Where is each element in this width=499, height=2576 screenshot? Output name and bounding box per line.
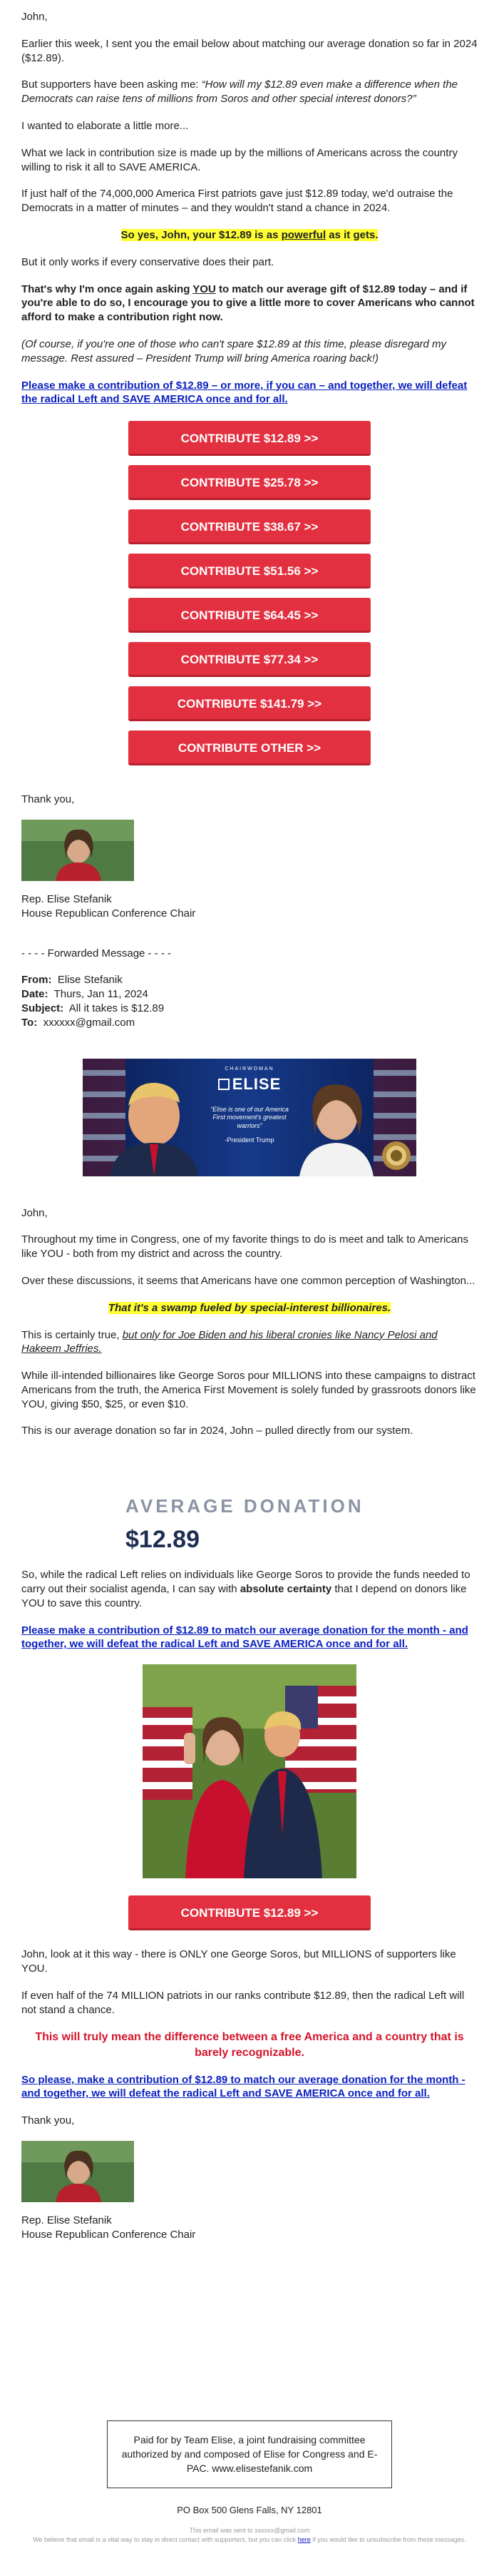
- banner-small-label: CHAIRWOMAN: [225, 1066, 274, 1071]
- signer-name-2: Rep. Elise Stefanik: [21, 2214, 112, 2227]
- ask-text-a: That's why I'm once again asking: [21, 282, 193, 295]
- supporter-quote: “How will my $12.89 even make a difference when the Democrats can raise tens of millions from Soros and other special interest donors?”: [21, 78, 458, 106]
- endorsement-banner: [83, 1059, 416, 1176]
- banner-brand: ELISE: [232, 1074, 282, 1093]
- portrait-image: [21, 820, 134, 881]
- to-value: xxxxxx@gmail.com: [43, 1016, 135, 1029]
- rally-photo: [143, 1664, 356, 1878]
- thank-you-2: Thank you,: [21, 2114, 75, 2127]
- greeting: John,: [21, 11, 48, 23]
- portrait-image-2: [21, 2141, 134, 2202]
- paragraph: While ill-intended billionaires like George Soros pour MILLIONS into these campaigns to distract Americans from the truth, the America First Movement is solely funded by grassroots donors like YOU, giving $50, $25, or even $10.: [21, 1370, 476, 1410]
- average-donation-value: $12.89: [125, 1526, 200, 1554]
- paragraph: Earlier this week, I sent you the email below about matching our average donation so far in 2024 ($12.89).: [21, 37, 478, 64]
- contribute-64-45-button[interactable]: CONTRIBUTE $64.45 >>: [128, 598, 371, 633]
- forwarded-header: [21, 947, 478, 1030]
- paragraph-text-b: that I depend on donors like YOU to save this country.: [21, 1583, 467, 1609]
- paragraph: This is our average donation so far in 2024, John – pulled directly from our system.: [21, 1425, 413, 1437]
- subject-label: Subject:: [21, 1002, 64, 1014]
- sent-to-notice: This email was sent to xxxxxx@gmail.com: [189, 2526, 310, 2534]
- greeting-2: John,: [21, 1206, 48, 1219]
- ask-you: YOU: [192, 282, 216, 295]
- signature-photo: [21, 820, 134, 881]
- paragraph-text-b: but only for Joe Biden and his liberal cronies like Nancy Pelosi and Hakeem Jeffries.: [21, 1328, 438, 1355]
- contribute-12-89-button-2[interactable]: CONTRIBUTE $12.89 >>: [128, 1895, 371, 1930]
- paragraph: Throughout my time in Congress, one of my favorite things to do is meet and talk to Americans like YOU - both from my district and across the country.: [21, 1233, 468, 1261]
- paragraph: But it only works if every conservative does their part.: [21, 255, 274, 268]
- highlight-text-b: powerful: [281, 228, 326, 241]
- paragraph: What we lack in contribution size is made up by the millions of Americans across the country willing to risk it all to SAVE AMERICA.: [21, 146, 458, 173]
- from-label: From:: [21, 974, 52, 987]
- unsubscribe-text-b: if you would like to unsubscribe from these messages.: [310, 2535, 466, 2543]
- paragraph: I wanted to elaborate a little more...: [21, 119, 189, 132]
- banner-e-logo-icon: [218, 1079, 230, 1090]
- contribution-link-2[interactable]: Please make a contribution of $12.89 to match our average donation for the month - and together, we will defeat the radical Left and SAVE AMERICA once and for all.: [21, 1624, 468, 1651]
- highlight-line: [21, 228, 478, 243]
- date-row: [21, 987, 478, 1002]
- subject-value: All it takes is $12.89: [68, 1002, 165, 1014]
- banner-attribution: -President Trump: [225, 1136, 274, 1144]
- signer-name: Rep. Elise Stefanik: [21, 892, 112, 905]
- signature-block: [21, 793, 478, 920]
- date-label: Date:: [21, 988, 48, 1001]
- contribute-38-67-button[interactable]: CONTRIBUTE $38.67 >>: [128, 509, 371, 544]
- alert-paragraph: This will truly mean the difference between a free America and a country that is barely recognizable.: [35, 2031, 464, 2059]
- swamp-highlight: That it's a swamp fueled by special-interest billionaires.: [108, 1301, 391, 1314]
- forward-divider: - - - - Forwarded Message - - - -: [21, 947, 172, 959]
- paragraph-lead: But supporters have been asking me:: [21, 78, 202, 91]
- contribute-25-78-button[interactable]: CONTRIBUTE $25.78 >>: [128, 465, 371, 500]
- average-donation-label: AVERAGE DONATION: [125, 1495, 364, 1517]
- unsubscribe-text-a: We believe that email is a vital way to stay in direct contact with supporters, but you can click: [33, 2535, 298, 2543]
- signature-photo-2: [21, 2141, 134, 2202]
- contribute-other-button[interactable]: CONTRIBUTE OTHER >>: [128, 730, 371, 765]
- contribute-51-56-button[interactable]: CONTRIBUTE $51.56 >>: [128, 554, 371, 589]
- banner-quote: “Elise is one of our America First movement's greatest warriors”: [210, 1105, 289, 1130]
- paragraph: If just half of the 74,000,000 America First patriots gave just $12.89 today, we'd outraise the Democrats in a matter of minutes – and they wouldn't stand a chance in 2024.: [21, 188, 453, 215]
- paragraph: If even half of the 74 MILLION patriots in our ranks contribute $12.89, then the radical Left will not stand a chance.: [21, 1989, 465, 2016]
- contribute-12-89-button[interactable]: CONTRIBUTE $12.89 >>: [128, 421, 371, 456]
- signer-title-2: House Republican Conference Chair: [21, 2228, 196, 2241]
- paid-for-disclaimer: Paid for by Team Elise, a joint fundraising committee authorized by and composed of Elise for Congress and E-PAC. www.elisestefanik.com: [107, 2420, 392, 2488]
- ask-paragraph: [21, 282, 478, 325]
- contribution-link-paragraph-3: [21, 2073, 478, 2102]
- contribution-buttons: [21, 419, 478, 765]
- rally-image: [143, 1664, 356, 1878]
- thank-you: Thank you,: [21, 793, 75, 806]
- unsubscribe-link[interactable]: here: [297, 2535, 311, 2543]
- to-label: To:: [21, 1016, 38, 1029]
- from-value: Elise Stefanik: [57, 974, 123, 987]
- mailing-address: PO Box 500 Glens Falls, NY 12801: [177, 2504, 322, 2515]
- contribution-link-paragraph-2: [21, 1624, 478, 1652]
- contribute-141-79-button[interactable]: CONTRIBUTE $141.79 >>: [128, 686, 371, 721]
- email-body: [21, 0, 478, 2552]
- banner-logo: [204, 1074, 295, 1094]
- highlight-text-a: So yes, John, your $12.89 is as: [120, 228, 282, 241]
- spacer: [21, 2242, 478, 2420]
- highlight-text-c: as it gets.: [326, 228, 379, 241]
- average-donation-graphic: [21, 1451, 478, 1554]
- contribution-link[interactable]: Please make a contribution of $12.89 – or more, if you can – and together, we will defeat the radical Left and SAVE AMERICA once and for all.: [21, 379, 468, 406]
- date-value: Thurs, Jan 11, 2024: [53, 988, 148, 1001]
- paragraph-bold: absolute certainty: [240, 1583, 332, 1596]
- paragraph: [21, 1328, 478, 1357]
- contribution-link-paragraph: [21, 379, 478, 407]
- unsubscribe-notice: [21, 2535, 478, 2545]
- subject-row: [21, 1002, 478, 1016]
- fine-print: [21, 2526, 478, 2545]
- paragraph-text-a: This is certainly true,: [21, 1328, 123, 1341]
- contribution-link-3[interactable]: So please, make a contribution of $12.89 to match our average donation for the month - and together, we will defeat the radical Left and SAVE AMERICA once and for all.: [21, 2073, 465, 2100]
- signer-title: House Republican Conference Chair: [21, 907, 196, 920]
- from-row: [21, 973, 478, 987]
- paragraph-text-a: So, while the radical Left relies on individuals like George Soros to provide the funds needed to carry out their socialist agenda, I can say with: [21, 1569, 470, 1596]
- ask-text-b: to match our average gift of $12.89 today – and if you're able to do so, I encourage you to give a little more to cover Americans who cannot afford to make a contribution right now.: [21, 282, 475, 324]
- to-row: [21, 1016, 478, 1030]
- contribute-77-34-button[interactable]: CONTRIBUTE $77.34 >>: [128, 642, 371, 677]
- banner-text: [204, 1066, 295, 1145]
- disclaimer-paragraph: (Of course, if you're one of those who can't spare $12.89 at this time, please disregard my message. Rest assured – President Trump will bring America roaring back!): [21, 337, 447, 365]
- paragraph: John, look at it this way - there is ONLY one George Soros, but MILLIONS of supporters like YOU.: [21, 1948, 456, 1975]
- paragraph: [21, 1568, 478, 1610]
- signature-block-2: [21, 2114, 478, 2241]
- highlight-line-2: [21, 1301, 478, 1315]
- bottom-spacer: [21, 2545, 478, 2552]
- paragraph: Over these discussions, it seems that Americans have one common perception of Washington...: [21, 1274, 475, 1287]
- paragraph: [21, 78, 478, 106]
